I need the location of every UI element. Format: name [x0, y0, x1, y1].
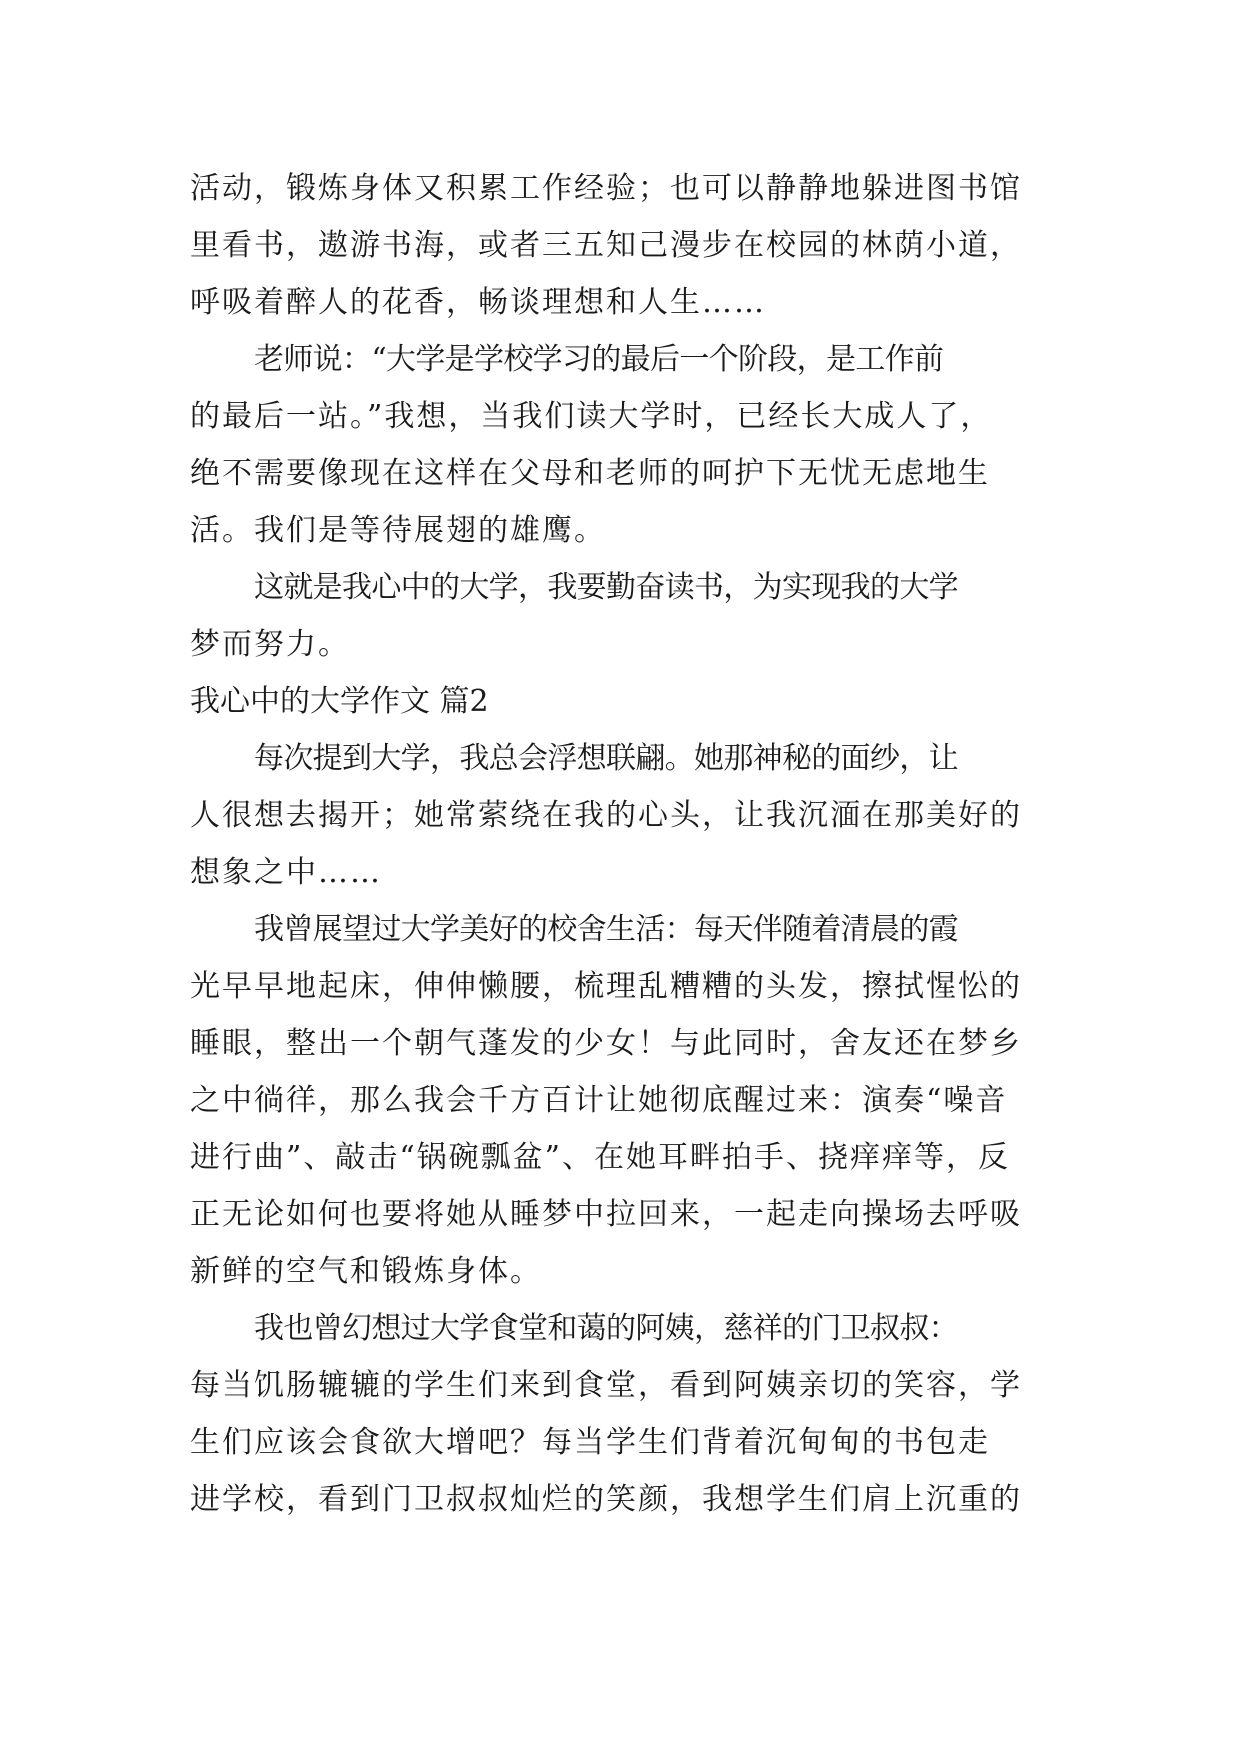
- text-line: 每次提到大学，我总会浮想联翩。她那神秘的面纱，让: [254, 741, 958, 776]
- text-line: 我也曾幻想过大学食堂和蔼的阿姨，慈祥的门卫叔叔：: [254, 1311, 958, 1346]
- text-line: 里看书，遨游书海，或者三五知己漫步在校园的林荫小道，: [190, 228, 1022, 263]
- text-line: 进学校，看到门卫叔叔灿烂的笑颜，我想学生们肩上沉重的: [190, 1482, 1022, 1517]
- text-line: 的最后一站。”我想，当我们读大学时，已经长大成人了，: [190, 399, 993, 434]
- text-line: 这就是我心中的大学，我要勤奋读书，为实现我的大学: [254, 570, 958, 605]
- text-line: 之中徜徉，那么我会千方百计让她彻底醒过来：演奏“噪音: [190, 1083, 1008, 1118]
- section-heading: 我心中的大学作文 篇2: [190, 684, 489, 719]
- text-line: 梦而努力。: [190, 627, 350, 662]
- text-line: 睡眼，整出一个朝气蓬发的少女！与此同时，舍友还在梦乡: [190, 1026, 1022, 1061]
- text-line: 呼吸着醉人的花香，畅谈理想和人生……: [190, 285, 766, 320]
- text-line: 想象之中……: [190, 855, 382, 890]
- text-line: 我曾展望过大学美好的校舍生活：每天伴随着清晨的霞: [254, 912, 958, 947]
- text-line: 绝不需要像现在这样在父母和老师的呵护下无忧无虑地生: [190, 456, 990, 491]
- text-line: 新鲜的空气和锻炼身体。: [190, 1254, 542, 1289]
- text-line: 每当饥肠辘辘的学生们来到食堂，看到阿姨亲切的笑容，学: [190, 1368, 1022, 1403]
- text-line: 光早早地起床，伸伸懒腰，梳理乱糟糟的头发，擦拭惺忪的: [190, 969, 1022, 1004]
- text-line: 正无论如何也要将她从睡梦中拉回来，一起走向操场去呼吸: [190, 1197, 1022, 1232]
- text-line: 老师说：“大学是学校学习的最后一个阶段，是工作前: [254, 342, 944, 377]
- text-line: 人很想去揭开；她常萦绕在我的心头，让我沉湎在那美好的: [190, 798, 1022, 833]
- text-line: 生们应该会食欲大增吧？每当学生们背着沉甸甸的书包走: [190, 1425, 990, 1460]
- text-line: 活动，锻炼身体又积累工作经验；也可以静静地躲进图书馆: [190, 171, 1022, 206]
- document-body: [190, 160, 1070, 1528]
- text-line: 活。我们是等待展翅的雄鹰。: [190, 513, 606, 548]
- text-line: 进行曲”、敲击“锅碗瓢盆”、在她耳畔拍手、挠痒痒等，反: [190, 1140, 1011, 1175]
